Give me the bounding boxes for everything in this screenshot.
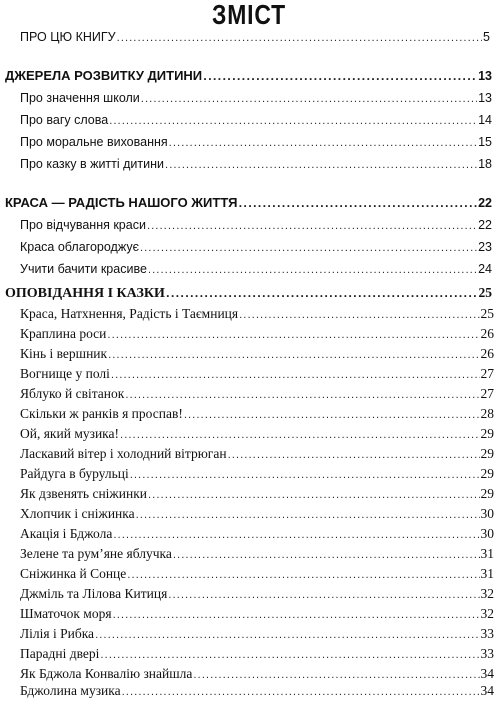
- toc-section-page: 25: [478, 285, 492, 300]
- toc-entry[interactable]: [20, 624, 494, 644]
- toc-entry-label: Акація і Бджола: [20, 526, 113, 541]
- toc-entry[interactable]: [20, 444, 494, 464]
- leader-dots: [130, 466, 480, 486]
- leader-dots: [165, 156, 477, 176]
- toc-entry[interactable]: [20, 237, 492, 257]
- toc-entry[interactable]: [20, 324, 494, 344]
- leader-dots: [239, 306, 479, 326]
- toc-entry[interactable]: [20, 504, 494, 524]
- toc-entry-page: 18: [478, 157, 492, 171]
- leader-dots: [168, 586, 479, 606]
- toc-entry[interactable]: [20, 604, 494, 624]
- toc-entry[interactable]: [20, 384, 494, 404]
- toc-entry-label: Кінь і вершник: [20, 346, 108, 361]
- toc-entry-page: 26: [480, 326, 494, 341]
- toc-section-label: КРАСА — РАДІСТЬ НАШОГО ЖИТТЯ: [5, 195, 238, 210]
- leader-dots: [166, 285, 478, 305]
- toc-section-label: ОПОВІДАННЯ І КАЗКИ: [5, 286, 165, 301]
- toc-entry-page: 32: [480, 586, 494, 601]
- toc-entry-label: Парадні двері: [20, 646, 100, 661]
- toc-entry-label: Як Бджола Конвалію знайшла: [20, 666, 193, 681]
- toc-entry[interactable]: [20, 88, 492, 108]
- toc-entry-page: 13: [478, 91, 492, 105]
- toc-entry-page: 31: [480, 566, 494, 581]
- leader-dots: [228, 446, 480, 466]
- leader-dots: [148, 261, 477, 281]
- toc-entry-page: 23: [478, 240, 492, 254]
- leader-dots: [117, 29, 482, 49]
- toc-entry-label: Краплина роси: [20, 326, 107, 341]
- toc-entry-page: 34: [480, 683, 494, 698]
- leader-dots: [136, 506, 480, 526]
- leader-dots: [184, 406, 480, 426]
- toc-entry[interactable]: [20, 544, 494, 564]
- toc-entry-page: 5: [483, 30, 490, 44]
- toc-entry-label: Про моральне виховання: [20, 135, 168, 149]
- toc-entry-page: 33: [480, 646, 494, 661]
- toc-entry[interactable]: [20, 215, 492, 235]
- toc-entry-page: 14: [478, 113, 492, 127]
- leader-dots: [109, 112, 477, 132]
- leader-dots: [100, 646, 479, 666]
- toc-entry[interactable]: [20, 564, 494, 584]
- toc-entry-label: Джміль та Лілова Китиця: [20, 586, 168, 601]
- toc-entry-label: Шматочок моря: [20, 606, 112, 621]
- toc-entry-page: 30: [480, 506, 494, 521]
- toc-entry[interactable]: [20, 154, 492, 174]
- toc-entry-page: 29: [480, 446, 494, 461]
- toc-entry-page: 31: [480, 546, 494, 561]
- toc-entry[interactable]: [20, 110, 492, 130]
- toc-section-page: 22: [478, 196, 492, 210]
- leader-dots: [141, 90, 477, 110]
- toc-section-label: ДЖЕРЕЛА РОЗВИТКУ ДИТИНИ: [5, 68, 203, 83]
- leader-dots: [148, 486, 480, 506]
- toc-entry-label: Сніжинка й Сонце: [20, 566, 127, 581]
- toc-entry-page: 22: [478, 218, 492, 232]
- toc-entry[interactable]: [20, 304, 494, 324]
- toc-entry-label: Про вагу слова: [20, 113, 109, 127]
- toc-entry-page: 34: [480, 666, 494, 681]
- leader-dots: [122, 683, 480, 703]
- toc-entry-label: Як дзвенять сніжинки: [20, 486, 147, 501]
- toc-entry-page: 29: [480, 426, 494, 441]
- toc-entry-label: ПРО ЦЮ КНИГУ: [20, 30, 116, 44]
- toc-entry-page: 33: [480, 626, 494, 641]
- toc-entry[interactable]: [20, 681, 494, 701]
- leader-dots: [125, 386, 479, 406]
- toc-entry-label: Ласкавий вітер і холодний вітрюган: [20, 446, 227, 461]
- page-title: ЗМІСТ: [211, 0, 287, 30]
- leader-dots: [169, 134, 477, 154]
- leader-dots: [107, 326, 479, 346]
- toc-entry-page: 27: [480, 366, 494, 381]
- toc-entry-label: Яблуко й світанок: [20, 386, 125, 401]
- toc-entry-label: Про відчування краси: [20, 218, 146, 232]
- toc-entry-label: Вогнище у полі: [20, 366, 110, 381]
- leader-dots: [173, 546, 480, 566]
- toc-entry[interactable]: [20, 132, 492, 152]
- leader-dots: [95, 626, 479, 646]
- toc-entry-label: Краса облагороджує: [20, 240, 139, 254]
- toc-section-page: 13: [478, 69, 492, 83]
- toc-entry[interactable]: [20, 584, 494, 604]
- toc-entry-label: Учити бачити красиве: [20, 262, 147, 276]
- leader-dots: [111, 366, 480, 386]
- toc-entry[interactable]: [20, 644, 494, 664]
- toc-entry-label: Про значення школи: [20, 91, 140, 105]
- leader-dots: [238, 195, 477, 215]
- toc-entry-label: Зелене та рум’яне яблучка: [20, 546, 172, 561]
- toc-entry-label: Скільки ж ранків я проспав!: [20, 406, 183, 421]
- toc-entry[interactable]: [20, 344, 494, 364]
- leader-dots: [113, 606, 480, 626]
- toc-section-heading[interactable]: [5, 193, 492, 213]
- toc-entry[interactable]: [20, 484, 494, 504]
- toc-entry[interactable]: [20, 524, 494, 544]
- toc-section-heading[interactable]: [5, 283, 492, 303]
- toc-entry-label: Хлопчик і сніжинка: [20, 506, 135, 521]
- toc-entry-page: 29: [480, 486, 494, 501]
- toc-entry-intro[interactable]: [20, 27, 490, 47]
- leader-dots: [108, 346, 479, 366]
- toc-entry-label: Про казку в житті дитини: [20, 157, 165, 171]
- leader-dots: [140, 239, 477, 259]
- toc-entry[interactable]: [20, 259, 492, 279]
- toc-entry-label: Лілія і Рибка: [20, 626, 95, 641]
- toc-entry-page: 27: [480, 386, 494, 401]
- leader-dots: [120, 426, 479, 446]
- toc-entry-page: 29: [480, 466, 494, 481]
- toc-entry-page: 32: [480, 606, 494, 621]
- toc-entry-page: 26: [480, 346, 494, 361]
- leader-dots: [127, 566, 479, 586]
- toc-entry[interactable]: [20, 364, 494, 384]
- toc-entry-page: 15: [478, 135, 492, 149]
- leader-dots: [113, 526, 479, 546]
- toc-section-heading[interactable]: [5, 66, 492, 86]
- toc-entry[interactable]: [20, 404, 494, 424]
- toc-entry-page: 24: [478, 262, 492, 276]
- toc-entry-page: 30: [480, 526, 494, 541]
- toc-entry-label: Бджолина музика: [20, 683, 121, 698]
- leader-dots: [203, 68, 477, 88]
- toc-entry-label: Райдуга в бурульці: [20, 466, 129, 481]
- leader-dots: [147, 217, 477, 237]
- toc-entry-page: 25: [480, 306, 494, 321]
- toc-entry-page: 28: [480, 406, 494, 421]
- toc-entry[interactable]: [20, 464, 494, 484]
- toc-entry-label: Ой, який музика!: [20, 426, 120, 441]
- toc-entry[interactable]: [20, 424, 494, 444]
- toc-entry-label: Краса, Натхнення, Радість і Таємниця: [20, 306, 239, 321]
